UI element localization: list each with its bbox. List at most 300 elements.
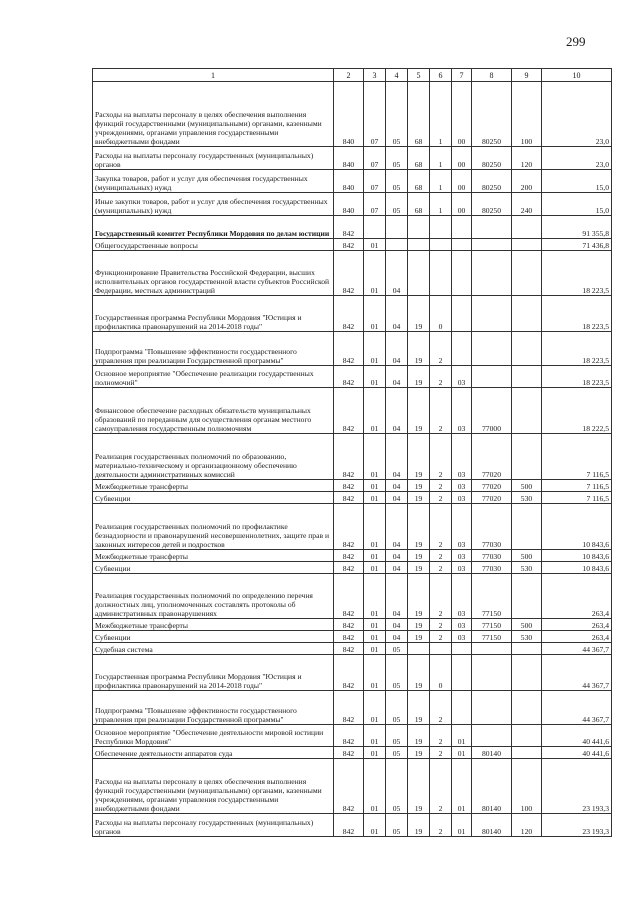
row-value-cell: 2 [430,725,452,747]
row-value-cell: 18 223,5 [542,296,612,332]
row-value-cell: 842 [334,366,364,388]
page-number: 299 [566,34,586,49]
row-name-cell: Реализация государственных полномочий по определению перечня должностных лиц, уполномоченных составлять протоколы об административных правонарушениях [93,574,334,619]
header-cell: 8 [472,69,512,82]
row-name-cell: Подпрограмма "Повышение эффективности государственного управления при реализации Государственной программы" [93,332,334,366]
row-value-cell: 1 [430,170,452,193]
row-value-cell: 04 [386,619,408,631]
table-row [93,251,612,296]
row-value-cell: 2 [430,332,452,366]
row-value-cell: 40 441,6 [542,725,612,747]
row-value-cell: 18 223,5 [542,251,612,296]
row-value-cell: 120 [512,147,542,170]
row-value-cell: 80140 [472,814,512,837]
row-value-cell: 0 [430,655,452,691]
budget-table [92,68,612,837]
row-value-cell [452,296,472,332]
row-value-cell: 120 [512,814,542,837]
row-value-cell: 19 [408,296,430,332]
row-value-cell: 03 [452,388,472,434]
row-value-cell: 03 [452,550,472,562]
row-value-cell: 03 [452,574,472,619]
row-name-cell: Реализация государственных полномочий по профилактике безнадзорности и правонарушений несовершеннолетних, защите прав и законных интересов детей и подростков [93,504,334,550]
row-value-cell: 263,4 [542,574,612,619]
row-value-cell [408,251,430,296]
row-value-cell: 77150 [472,619,512,631]
table-body [93,82,612,837]
row-value-cell: 80250 [472,82,512,147]
row-value-cell: 23 193,3 [542,759,612,814]
row-name-cell: Иные закупки товаров, работ и услуг для обеспечения государственных (муниципальных) нужд [93,193,334,216]
row-value-cell: 500 [512,550,542,562]
table-row [93,170,612,193]
row-value-cell: 04 [386,388,408,434]
row-value-cell: 01 [364,332,386,366]
row-value-cell: 0 [430,296,452,332]
row-value-cell: 05 [386,82,408,147]
row-value-cell: 2 [430,747,452,759]
row-value-cell: 530 [512,492,542,504]
row-value-cell: 19 [408,366,430,388]
row-value-cell: 77030 [472,562,512,574]
row-name-cell: Межбюджетные трансферты [93,550,334,562]
row-value-cell: 01 [364,366,386,388]
row-value-cell: 10 843,6 [542,562,612,574]
row-name-cell: Реализация государственных полномочий по образованию, материально-техническому и организационному обеспечению деятельности административных комиссий [93,434,334,480]
row-name-cell: Субвенции [93,492,334,504]
row-value-cell: 01 [364,631,386,643]
row-value-cell [472,366,512,388]
row-value-cell: 2 [430,550,452,562]
row-value-cell: 01 [364,574,386,619]
row-value-cell: 04 [386,434,408,480]
row-name-cell: Государственный комитет Республики Мордовия по делам юстиции [93,216,334,239]
row-name-cell: Расходы на выплаты персоналу в целях обеспечения выполнения функций государственными (муниципальными) органами, казенными учреждениями, органами управления государственными внебюджетными фондами [93,82,334,147]
row-value-cell: 01 [364,239,386,251]
row-value-cell: 842 [334,480,364,492]
row-value-cell [452,691,472,725]
row-value-cell: 18 222,5 [542,388,612,434]
row-value-cell: 80140 [472,759,512,814]
row-value-cell [408,216,430,239]
row-value-cell: 18 223,5 [542,366,612,388]
row-value-cell: 842 [334,296,364,332]
row-value-cell: 01 [364,492,386,504]
row-value-cell: 2 [430,434,452,480]
row-value-cell: 05 [386,691,408,725]
row-value-cell: 71 436,8 [542,239,612,251]
row-value-cell: 530 [512,631,542,643]
row-value-cell: 01 [364,550,386,562]
row-value-cell: 03 [452,480,472,492]
row-value-cell [512,643,542,655]
table-row [93,147,612,170]
table-row [93,366,612,388]
row-value-cell: 19 [408,619,430,631]
row-value-cell: 01 [364,814,386,837]
table-row [93,239,612,251]
row-value-cell [386,239,408,251]
row-value-cell: 04 [386,504,408,550]
row-value-cell [452,332,472,366]
row-value-cell: 80250 [472,147,512,170]
row-value-cell: 05 [386,655,408,691]
row-value-cell: 68 [408,170,430,193]
row-name-cell: Основное мероприятие "Обеспечение деятельности мировой юстиции Республики Мордовия" [93,725,334,747]
table-row [93,631,612,643]
row-value-cell: 842 [334,574,364,619]
row-name-cell: Общегосударственные вопросы [93,239,334,251]
row-value-cell: 18 223,5 [542,332,612,366]
row-value-cell: 19 [408,574,430,619]
row-value-cell: 842 [334,388,364,434]
row-value-cell [472,725,512,747]
row-value-cell [472,216,512,239]
row-value-cell: 200 [512,170,542,193]
row-value-cell: 01 [364,296,386,332]
row-value-cell: 05 [386,147,408,170]
row-value-cell: 530 [512,562,542,574]
row-value-cell: 04 [386,332,408,366]
row-value-cell: 2 [430,574,452,619]
row-value-cell: 03 [452,562,472,574]
row-name-cell: Межбюджетные трансферты [93,480,334,492]
row-value-cell: 2 [430,366,452,388]
row-value-cell: 100 [512,82,542,147]
row-value-cell: 19 [408,332,430,366]
row-value-cell: 68 [408,82,430,147]
row-value-cell: 01 [364,725,386,747]
row-value-cell [512,388,542,434]
table-row [93,550,612,562]
row-value-cell: 00 [452,193,472,216]
row-value-cell: 07 [364,193,386,216]
row-value-cell: 842 [334,631,364,643]
row-value-cell: 840 [334,193,364,216]
row-name-cell: Субвенции [93,562,334,574]
row-value-cell: 15,0 [542,170,612,193]
row-value-cell: 840 [334,170,364,193]
row-value-cell: 04 [386,366,408,388]
row-value-cell: 842 [334,239,364,251]
row-value-cell [512,251,542,296]
row-value-cell: 68 [408,147,430,170]
row-value-cell: 7 116,5 [542,480,612,492]
row-value-cell: 77020 [472,434,512,480]
table-row [93,619,612,631]
row-value-cell [472,239,512,251]
row-value-cell: 40 441,6 [542,747,612,759]
row-value-cell: 05 [386,814,408,837]
row-value-cell: 2 [430,562,452,574]
row-value-cell: 1 [430,193,452,216]
table-row [93,655,612,691]
row-value-cell: 842 [334,759,364,814]
row-value-cell: 842 [334,747,364,759]
row-value-cell [472,251,512,296]
row-value-cell: 500 [512,619,542,631]
row-value-cell: 840 [334,147,364,170]
row-value-cell: 03 [452,619,472,631]
row-name-cell: Обеспечение деятельности аппаратов суда [93,747,334,759]
row-value-cell: 07 [364,170,386,193]
row-value-cell [512,239,542,251]
row-name-cell: Подпрограмма "Повышение эффективности государственного управления при реализации Государственной программы" [93,691,334,725]
header-cell: 5 [408,69,430,82]
row-value-cell: 842 [334,643,364,655]
table-row [93,216,612,239]
row-value-cell: 19 [408,434,430,480]
row-value-cell: 10 843,6 [542,504,612,550]
row-value-cell: 03 [452,366,472,388]
row-value-cell: 04 [386,631,408,643]
row-value-cell: 2 [430,814,452,837]
row-value-cell: 842 [334,251,364,296]
row-value-cell: 842 [334,655,364,691]
row-value-cell: 842 [334,332,364,366]
row-value-cell: 842 [334,619,364,631]
row-value-cell: 19 [408,562,430,574]
row-value-cell: 2 [430,691,452,725]
row-value-cell [452,216,472,239]
row-value-cell: 01 [364,691,386,725]
row-value-cell: 1 [430,147,452,170]
table-row [93,747,612,759]
row-name-cell: Субвенции [93,631,334,643]
row-value-cell: 23,0 [542,82,612,147]
row-value-cell: 842 [334,434,364,480]
row-value-cell: 05 [386,170,408,193]
row-value-cell: 01 [364,480,386,492]
table-row [93,388,612,434]
row-name-cell: Финансовое обеспечение расходных обязательств муниципальных образований по переданным для осуществления органам местного самоуправления государственным полномочиям [93,388,334,434]
table-row [93,193,612,216]
table-row [93,759,612,814]
row-value-cell: 842 [334,216,364,239]
table-row [93,814,612,837]
header-cell: 6 [430,69,452,82]
row-value-cell: 240 [512,193,542,216]
row-value-cell [512,216,542,239]
row-value-cell: 00 [452,82,472,147]
table-row [93,434,612,480]
row-value-cell [472,296,512,332]
row-value-cell: 77150 [472,574,512,619]
row-value-cell: 04 [386,492,408,504]
row-value-cell: 10 843,6 [542,550,612,562]
row-value-cell [512,296,542,332]
row-name-cell: Государственная программа Республики Мордовия "Юстиция и профилактика правонарушений на 2014-2018 годы" [93,296,334,332]
table-row [93,82,612,147]
row-value-cell [430,251,452,296]
row-value-cell: 01 [364,251,386,296]
row-value-cell: 19 [408,725,430,747]
row-value-cell: 05 [386,643,408,655]
row-value-cell: 01 [364,643,386,655]
row-value-cell: 01 [452,814,472,837]
row-value-cell: 01 [364,759,386,814]
table-row [93,574,612,619]
row-value-cell: 01 [364,655,386,691]
row-value-cell [512,691,542,725]
row-value-cell: 04 [386,251,408,296]
row-value-cell [452,239,472,251]
row-value-cell: 19 [408,388,430,434]
row-value-cell [430,216,452,239]
row-value-cell: 77020 [472,480,512,492]
row-value-cell [364,216,386,239]
table-row [93,332,612,366]
row-value-cell: 500 [512,480,542,492]
row-value-cell: 7 116,5 [542,492,612,504]
row-value-cell: 842 [334,691,364,725]
row-value-cell: 19 [408,480,430,492]
row-name-cell: Основное мероприятие "Обеспечение реализации государственных полномочий" [93,366,334,388]
row-value-cell [472,332,512,366]
row-value-cell [512,655,542,691]
table-row [93,562,612,574]
row-value-cell [512,366,542,388]
row-name-cell: Судебная система [93,643,334,655]
table-row [93,492,612,504]
row-value-cell: 00 [452,170,472,193]
row-value-cell: 19 [408,492,430,504]
row-value-cell: 04 [386,562,408,574]
row-value-cell: 00 [452,147,472,170]
row-value-cell [512,434,542,480]
row-value-cell: 19 [408,814,430,837]
row-value-cell: 05 [386,193,408,216]
row-name-cell: Расходы на выплаты персоналу государственных (муниципальных) органов [93,147,334,170]
row-value-cell [472,691,512,725]
row-value-cell: 2 [430,388,452,434]
row-value-cell: 01 [364,434,386,480]
row-value-cell: 03 [452,492,472,504]
row-value-cell: 01 [364,619,386,631]
row-value-cell: 04 [386,480,408,492]
row-value-cell: 44 367,7 [542,643,612,655]
row-value-cell: 04 [386,550,408,562]
row-value-cell: 05 [386,759,408,814]
table-row [93,643,612,655]
row-value-cell: 03 [452,504,472,550]
row-value-cell [430,643,452,655]
row-value-cell: 19 [408,759,430,814]
row-value-cell [408,239,430,251]
row-value-cell: 77020 [472,492,512,504]
row-value-cell: 05 [386,747,408,759]
row-value-cell: 01 [452,725,472,747]
row-value-cell: 19 [408,550,430,562]
header-cell: 1 [93,69,334,82]
row-value-cell: 07 [364,82,386,147]
row-value-cell: 840 [334,82,364,147]
row-value-cell: 01 [364,562,386,574]
row-value-cell [512,574,542,619]
row-value-cell [386,216,408,239]
row-value-cell: 04 [386,296,408,332]
row-value-cell: 19 [408,691,430,725]
row-value-cell: 1 [430,82,452,147]
row-value-cell: 77030 [472,550,512,562]
row-value-cell: 01 [364,504,386,550]
row-value-cell: 01 [364,747,386,759]
row-value-cell: 77150 [472,631,512,643]
table-row [93,296,612,332]
row-value-cell: 77030 [472,504,512,550]
row-value-cell [512,725,542,747]
header-cell: 7 [452,69,472,82]
row-value-cell: 2 [430,480,452,492]
row-value-cell [452,251,472,296]
row-value-cell: 2 [430,759,452,814]
row-value-cell: 07 [364,147,386,170]
row-name-cell: Расходы на выплаты персоналу в целях обеспечения выполнения функций государственными (муниципальными) органами, казенными учреждениями, органами управления государственными внебюджетными фондами [93,759,334,814]
header-cell: 2 [334,69,364,82]
row-value-cell [512,747,542,759]
row-value-cell: 2 [430,504,452,550]
row-name-cell: Государственная программа Республики Мордовия "Юстиция и профилактика правонарушений на 2014-2018 годы" [93,655,334,691]
row-value-cell [452,643,472,655]
row-value-cell: 01 [364,388,386,434]
row-value-cell: 842 [334,504,364,550]
row-value-cell: 7 116,5 [542,434,612,480]
row-value-cell: 01 [452,759,472,814]
table-header-row [93,69,612,82]
row-value-cell: 842 [334,562,364,574]
row-value-cell: 03 [452,631,472,643]
row-value-cell: 44 367,7 [542,691,612,725]
row-value-cell: 77000 [472,388,512,434]
row-value-cell: 04 [386,574,408,619]
row-value-cell: 05 [386,725,408,747]
row-value-cell: 91 355,8 [542,216,612,239]
row-name-cell: Функционирование Правительства Российской Федерации, высших исполнительных органов государственной власти субъектов Российской Федерации, местных администраций [93,251,334,296]
header-cell: 4 [386,69,408,82]
row-value-cell [408,643,430,655]
row-name-cell: Закупка товаров, работ и услуг для обеспечения государственных (муниципальных) нужд [93,170,334,193]
row-value-cell: 19 [408,504,430,550]
row-value-cell [472,643,512,655]
row-value-cell: 44 367,7 [542,655,612,691]
row-value-cell [472,655,512,691]
row-value-cell: 842 [334,725,364,747]
row-value-cell: 263,4 [542,619,612,631]
row-value-cell: 2 [430,619,452,631]
row-value-cell: 19 [408,631,430,643]
table-row [93,504,612,550]
header-cell: 10 [542,69,612,82]
row-value-cell: 03 [452,434,472,480]
row-value-cell: 2 [430,492,452,504]
row-value-cell: 842 [334,492,364,504]
row-value-cell: 842 [334,814,364,837]
row-value-cell [512,332,542,366]
row-value-cell [430,239,452,251]
row-value-cell: 19 [408,655,430,691]
row-name-cell: Межбюджетные трансферты [93,619,334,631]
row-value-cell: 80140 [472,747,512,759]
row-value-cell: 23 193,3 [542,814,612,837]
row-value-cell: 15,0 [542,193,612,216]
row-value-cell: 68 [408,193,430,216]
table-row [93,725,612,747]
row-name-cell: Расходы на выплаты персоналу государственных (муниципальных) органов [93,814,334,837]
row-value-cell [452,655,472,691]
row-value-cell: 100 [512,759,542,814]
header-cell: 3 [364,69,386,82]
table-row [93,480,612,492]
